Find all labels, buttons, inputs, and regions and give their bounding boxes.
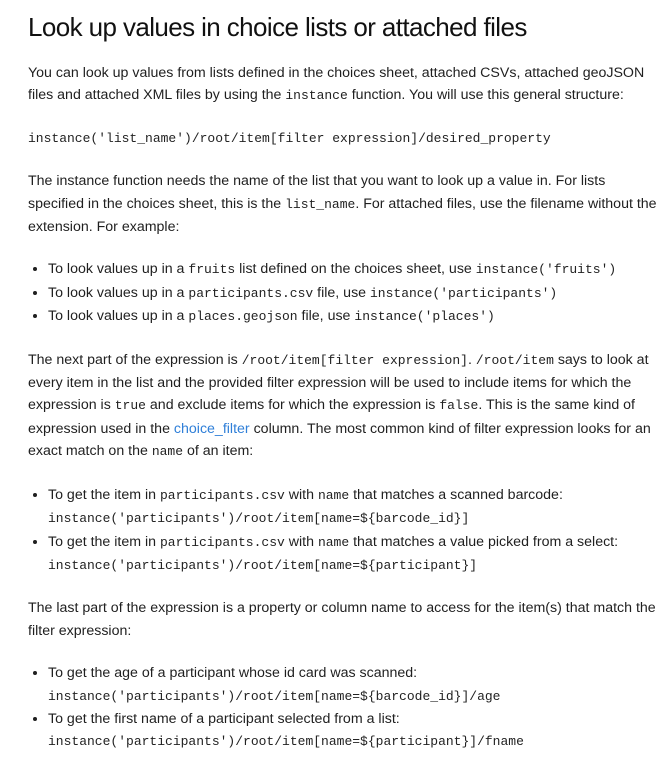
text: says to look at every item in the list and the provided filter expression will be used to include items for which the expression is xyxy=(28,351,649,414)
text: To look values up in a xyxy=(48,284,189,301)
list-item xyxy=(48,531,657,578)
list-item xyxy=(48,662,657,708)
text: that matches a value picked from a select: xyxy=(349,533,619,550)
text: file, use xyxy=(297,308,355,325)
text: You can look up values from lists defined in the choices sheet, attached CSVs, attached geoJSON files and attached XML files by using the xyxy=(28,65,645,104)
example-code: instance('participants')/root/item[name=${barcode_id}] xyxy=(48,511,470,527)
examples-list xyxy=(28,258,657,328)
filters-list xyxy=(28,484,657,578)
text: . xyxy=(467,351,476,368)
text: file, use xyxy=(313,284,370,301)
text: The instance function needs the name of the list that you want to look up a value in. For lists specified in the choices sheet, this is the xyxy=(28,173,606,212)
text: To get the first name of a participant selected from a list: xyxy=(48,710,400,727)
text: To get the item in xyxy=(48,533,160,550)
page-title: Look up values in choice lists or attached files xyxy=(28,12,527,42)
inline-code: participants.csv xyxy=(188,285,314,301)
text: . This is the same kind of expression used in the xyxy=(28,397,636,437)
text: of an item: xyxy=(183,443,254,460)
list-item xyxy=(48,258,657,281)
inline-code: instance('places') xyxy=(354,309,495,325)
text: column. The most common kind of filter expression looks for an exact match on the xyxy=(28,420,651,460)
inline-code: /root/item[filter expression] xyxy=(241,352,468,368)
inline-code: places.geojson xyxy=(188,309,298,325)
text: list defined on the choices sheet, use xyxy=(235,261,476,278)
inline-code: /root/item xyxy=(475,352,554,368)
properties-list xyxy=(28,662,657,754)
inline-code: name xyxy=(317,534,350,550)
text: The next part of the expression is xyxy=(28,351,242,368)
text: and exclude items for which the expression is xyxy=(145,397,440,414)
list-item xyxy=(48,708,657,754)
text: . For attached files, use the filename without the extension. For example: xyxy=(28,195,657,236)
inline-code: name xyxy=(317,487,350,503)
example-code: instance('participants')/root/item[name=${participant}]/fname xyxy=(48,734,524,750)
inline-code: false xyxy=(439,398,479,414)
inline-code: name xyxy=(151,444,184,460)
text: with xyxy=(284,533,318,550)
inline-code: participants.csv xyxy=(159,487,285,503)
inline-code: fruits xyxy=(188,262,236,278)
list-name-paragraph xyxy=(28,170,657,238)
inline-code: instance('participants') xyxy=(370,285,558,301)
list-item xyxy=(48,305,657,328)
list-item xyxy=(48,484,657,531)
text: To look values up in a xyxy=(48,261,189,278)
inline-code: list_name xyxy=(285,196,356,212)
text: To get the item in xyxy=(48,486,160,503)
inline-code: true xyxy=(114,398,146,414)
text: To get the age of a participant whose id card was scanned: xyxy=(48,665,418,682)
text: that matches a scanned barcode: xyxy=(349,486,563,503)
filter-paragraph xyxy=(28,349,657,464)
text: To look values up in a xyxy=(48,308,189,325)
choice-filter-link[interactable]: choice_filter xyxy=(173,420,250,437)
list-item xyxy=(48,282,657,305)
example-code: instance('participants')/root/item[name=${barcode_id}]/age xyxy=(48,688,501,704)
text: function. You will use this general structure: xyxy=(347,87,624,104)
general-structure-code: instance('list_name')/root/item[filter expression]/desired_property xyxy=(28,130,551,146)
inline-code: instance xyxy=(285,88,348,104)
text: with xyxy=(284,486,318,503)
inline-code: participants.csv xyxy=(159,534,285,550)
property-paragraph: The last part of the expression is a property or column name to access for the item(s) that match the filter expression: xyxy=(28,600,656,639)
example-code: instance('participants')/root/item[name=${participant}] xyxy=(48,557,478,573)
inline-code: instance('fruits') xyxy=(475,262,617,278)
intro-paragraph xyxy=(28,62,657,108)
